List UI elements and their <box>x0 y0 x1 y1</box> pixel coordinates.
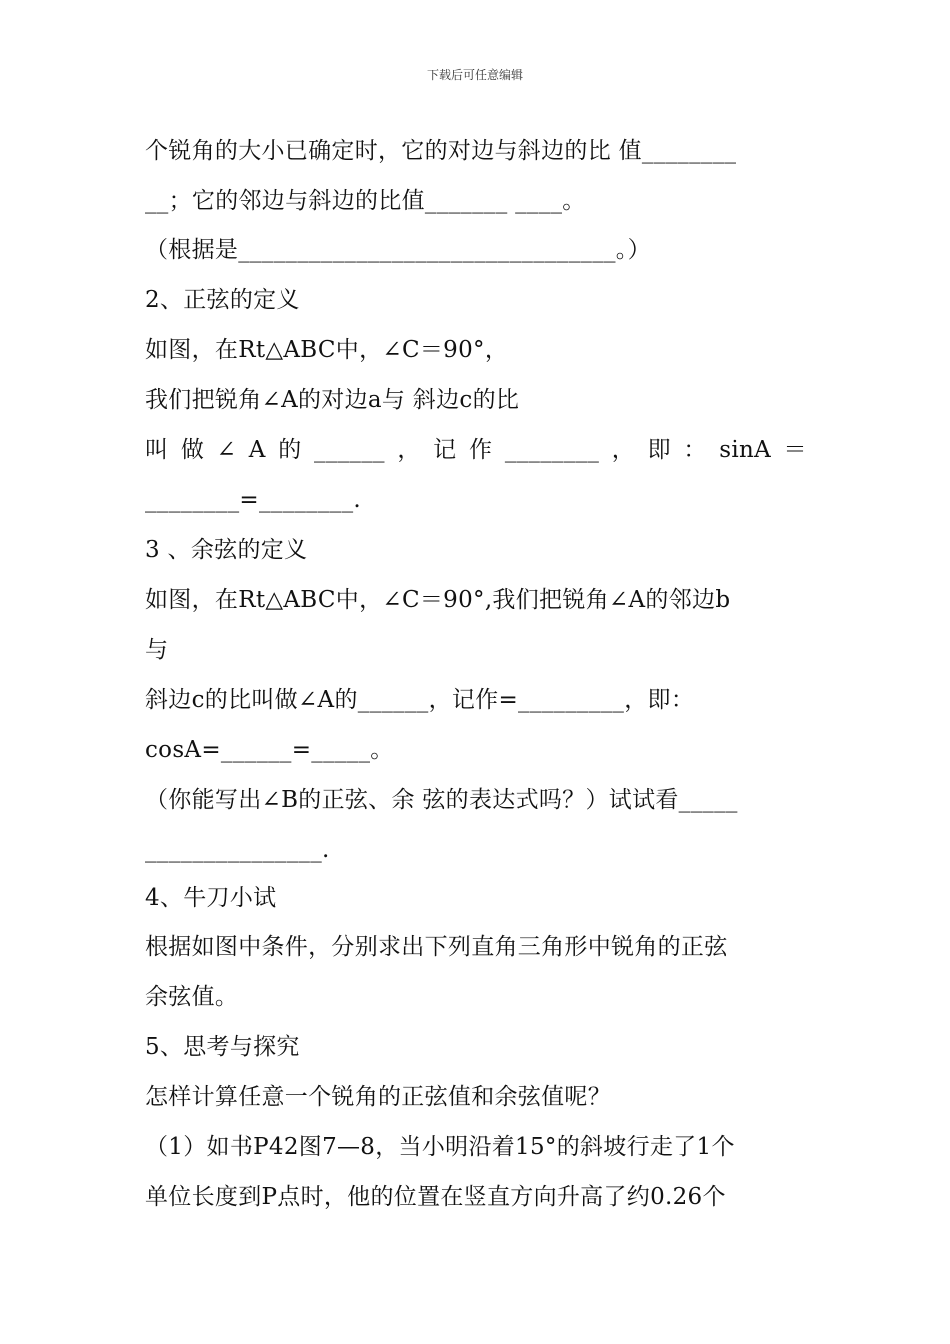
text-line-3: （根据是________________________________。） <box>145 237 651 263</box>
text-line-14: （你能写出∠B的正弦、余 弦的表达式吗？）试试看_____ <box>145 787 738 813</box>
section-heading-cosine: 3 、余弦的定义 <box>145 537 308 563</box>
text-line-10: 如图，在Rt△ABC中，∠C＝90°,我们把锐角∠A的邻边b <box>145 587 731 613</box>
text-line-17: 根据如图中条件，分别求出下列直角三角形中锐角的正弦 <box>145 934 728 960</box>
word: sinA <box>719 437 772 463</box>
text-line-13: cosA=______=_____。 <box>145 737 394 763</box>
word: 做 <box>180 437 205 463</box>
text-line-12: 斜边c的比叫做∠A的______，记作=_________，即： <box>145 687 695 713</box>
word: 即 <box>647 437 671 463</box>
text-line-6: 我们把锐角∠A的对边a与 斜边c的比 <box>145 387 520 413</box>
word: 作 <box>469 437 493 463</box>
word: ， <box>611 437 636 463</box>
section-heading-sine: 2、正弦的定义 <box>145 287 300 313</box>
text-line-20: 怎样计算任意一个锐角的正弦值和余弦值呢？ <box>145 1084 611 1110</box>
word: A <box>248 437 266 463</box>
word: ， <box>397 437 421 463</box>
text-line-18: 余弦值。 <box>145 984 239 1010</box>
section-heading-practice: 4、牛刀小试 <box>145 885 277 911</box>
text-line-22: 单位长度到P点时，他的位置在竖直方向升高了约0.26个 <box>145 1184 726 1210</box>
blank: ______ <box>314 437 385 463</box>
text-line-2: __；它的邻边与斜边的比值_______ ____。 <box>145 188 586 214</box>
section-heading-explore: 5、思考与探究 <box>145 1034 300 1060</box>
word: ： <box>683 437 707 463</box>
word: 记 <box>433 437 457 463</box>
blank: ________ <box>504 437 600 463</box>
text-line-1: 个锐角的大小已确定时，它的对边与斜边的比 值________ <box>145 138 737 164</box>
text-line-5: 如图，在Rt△ABC中，∠C＝90°， <box>145 337 509 363</box>
word: ∠ <box>216 437 237 463</box>
word: 的 <box>278 437 302 463</box>
text-line-8: ________=________. <box>145 487 361 513</box>
word: 叫 <box>145 437 169 463</box>
text-line-15: _______________. <box>145 837 330 863</box>
text-line-21: （1）如书P42图7—8，当小明沿着15°的斜坡行走了1个 <box>145 1134 735 1160</box>
word: ＝ <box>783 437 807 463</box>
text-line-11: 与 <box>145 637 169 663</box>
page-header: 下载后可任意编辑 <box>426 68 523 82</box>
sine-definition-line <box>145 435 807 465</box>
